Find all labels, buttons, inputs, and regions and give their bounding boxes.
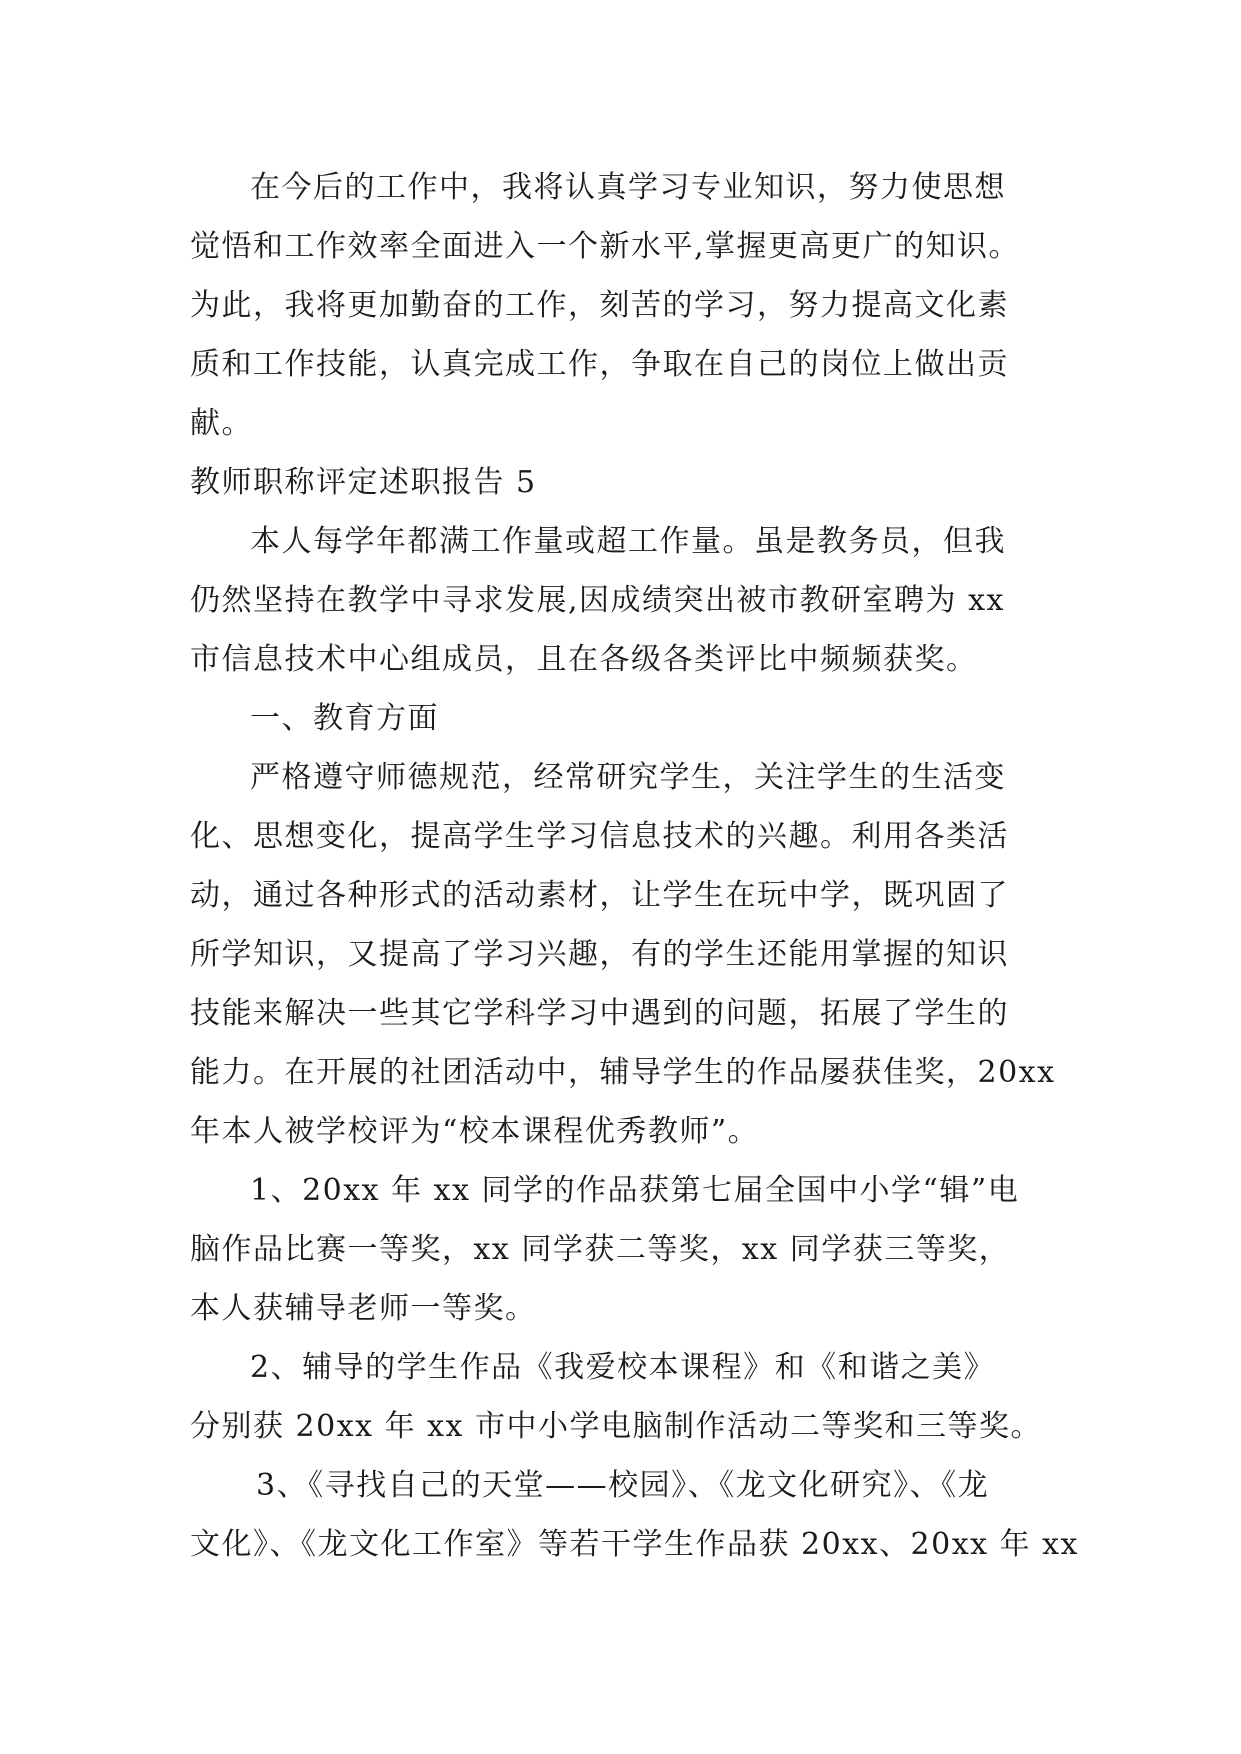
section-heading: 教师职称评定述职报告 5 [190,465,537,500]
text-line-9: 市信息技术中心组成员，且在各级各类评比中频频获奖。 [190,642,978,677]
text-line-20: 本人获辅导老师一等奖。 [190,1291,537,1326]
text-line-4: 质和工作技能，认真完成工作，争取在自己的岗位上做出贡 [190,347,1009,382]
list-item-1: 1、20xx 年 xx 同学的作品获第七届全国中小学“辑”电 [250,1173,1020,1208]
list-item-2: 2、辅导的学生作品《我爱校本课程》和《和谐之美》 [250,1350,996,1385]
document-page [190,158,1079,1574]
text-line-3: 为此，我将更加勤奋的工作，刻苦的学习，努力提高文化素 [190,288,1009,323]
text-line-12: 化、思想变化，提高学生学习信息技术的兴趣。利用各类活 [190,819,1009,854]
text-line-5: 献。 [190,406,253,441]
text-line-2: 觉悟和工作效率全面进入一个新水平,掌握更高更广的知识。 [190,229,1021,264]
text-line-17: 年本人被学校评为“校本课程优秀教师”。 [190,1114,760,1149]
text-line-19: 脑作品比赛一等奖，xx 同学获二等奖，xx 同学获三等奖， [190,1232,1011,1267]
list-item-3: 3、《寻找自己的天堂——校园》、《龙文化研究》、《龙 [256,1468,990,1503]
subsection-heading: 一、教育方面 [250,701,439,736]
text-line-24: 文化》、《龙文化工作室》等若干学生作品获 20xx、20xx 年 xx [190,1527,1079,1562]
text-line-13: 动，通过各种形式的活动素材，让学生在玩中学，既巩固了 [190,878,1009,913]
text-line-22: 分别获 20xx 年 xx 市中小学电脑制作活动二等奖和三等奖。 [190,1409,1042,1444]
text-line-14: 所学知识，又提高了学习兴趣，有的学生还能用掌握的知识 [190,937,1009,972]
text-line-1: 在今后的工作中，我将认真学习专业知识，努力使思想 [250,170,1006,205]
text-line-8: 仍然坚持在教学中寻求发展,因成绩突出被市教研室聘为 xx [190,583,1005,618]
text-line-7: 本人每学年都满工作量或超工作量。虽是教务员，但我 [250,524,1006,559]
text-line-11: 严格遵守师德规范，经常研究学生，关注学生的生活变 [250,760,1006,795]
text-line-16: 能力。在开展的社团活动中，辅导学生的作品屡获佳奖，20xx [190,1055,1056,1090]
text-line-15: 技能来解决一些其它学科学习中遇到的问题，拓展了学生的 [190,996,1009,1031]
